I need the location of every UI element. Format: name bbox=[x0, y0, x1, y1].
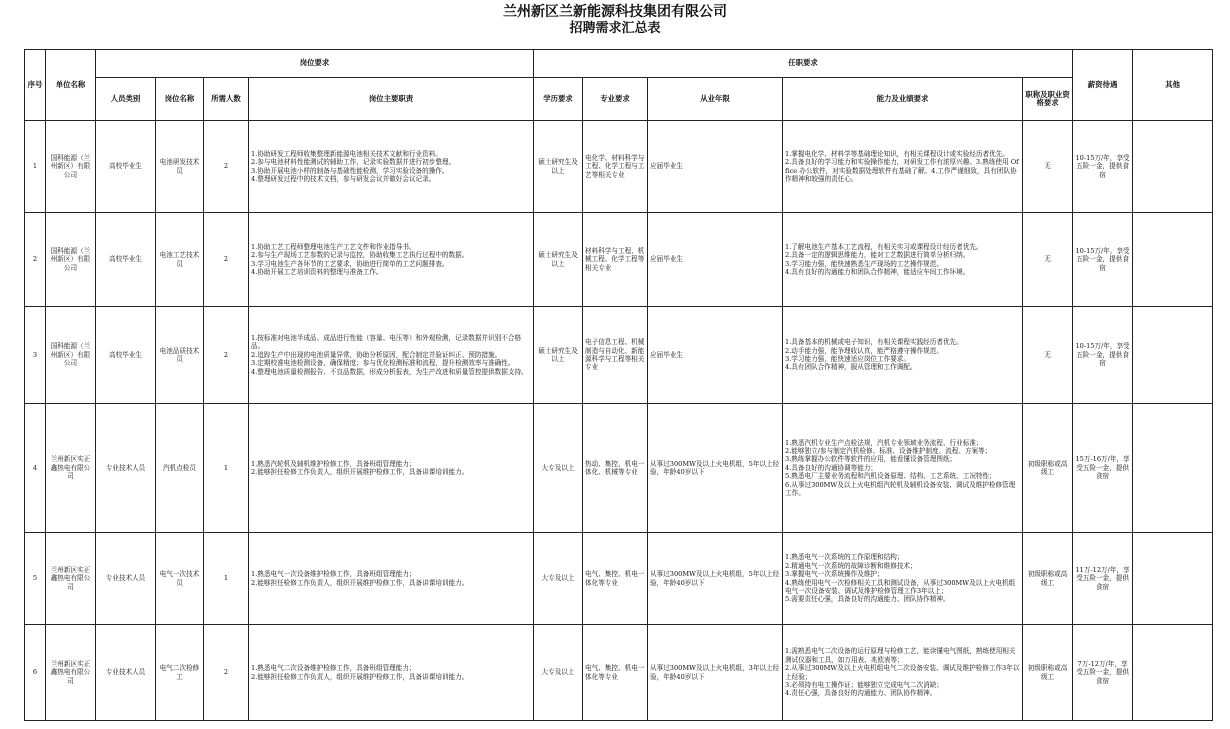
cell-category: 专业技术人员 bbox=[96, 625, 156, 721]
cell-position: 电池工艺技术员 bbox=[156, 213, 204, 307]
cell-category: 高校毕业生 bbox=[96, 307, 156, 404]
cell-line: 3.协助开展电池小样的制备与基础性能检测，学习实验设备的操作。 bbox=[251, 166, 449, 175]
header-seq: 序号 bbox=[25, 50, 46, 121]
cell-line: 2.能够独立/参与制定汽机检修、标准、设备维护制度、流程、方案等； bbox=[785, 446, 992, 455]
header-qualifications: 任职要求 bbox=[534, 50, 1073, 78]
cell-line: 3.学习能力强，能快速适应岗位工作要求。 bbox=[785, 355, 910, 363]
cell-major: 电化学、材料科学与工程、化学工程与工艺等相关专业 bbox=[583, 121, 648, 213]
header-title-cert: 职称及职业资格要求 bbox=[1023, 78, 1073, 121]
cell-line: 2.能够担任检修工作负责人，组织开展维护检修工作，具备讲课培训能力。 bbox=[251, 672, 469, 681]
cell-duties bbox=[249, 307, 534, 404]
cell-other bbox=[1133, 533, 1213, 625]
cell-line: 3.定期校准电池检测设备，确保精度；参与优化检测标准和流程，提升检测效率与准确性。 bbox=[251, 359, 515, 368]
cell-unit: 兰州新区实正鑫热电有限公司 bbox=[46, 404, 96, 533]
cell-line: 1.熟悉电气二次设备维护检修工作，具备班组管理能力； bbox=[251, 664, 416, 673]
cell-category: 高校毕业生 bbox=[96, 121, 156, 213]
cell-other bbox=[1133, 121, 1213, 213]
cell-salary: 11万-12万/年，享受五险一金，提供食宿 bbox=[1073, 533, 1133, 625]
cell-major: 热动、集控、机电一体化、机械等专业 bbox=[583, 404, 648, 533]
cell-salary: 10-15万/年，享受五险一金，提供食宿 bbox=[1073, 307, 1133, 404]
cell-line: 2.动手能力强，能争理收认真，能严格遵守操作规范。 bbox=[785, 346, 943, 355]
cell-line: 1.掌握电化学、材料学等基础理论知识，有相关课程设计或实验经历者优先。 bbox=[785, 149, 1009, 158]
cell-experience: 应届毕业生 bbox=[648, 307, 783, 404]
cell-experience: 从事过300MW及以上火电机组，5年以上经验，年龄40岁以下 bbox=[648, 533, 783, 625]
header-education: 学历要求 bbox=[534, 78, 583, 121]
header-unit: 单位名称 bbox=[46, 50, 96, 121]
cell-line: 4.协助开展工艺培训资料的整理与准备工作。 bbox=[251, 267, 383, 276]
cell-ability bbox=[783, 121, 1023, 213]
cell-major: 电气、集控、机电一体化等专业 bbox=[583, 533, 648, 625]
cell-duties bbox=[249, 533, 534, 625]
cell-line: 2.具备一定的逻辑思维能力，能对工艺数据进行简单分析归纳。 bbox=[785, 251, 970, 260]
cell-count: 1 bbox=[204, 404, 249, 533]
cell-count: 1 bbox=[204, 533, 249, 625]
cell-other bbox=[1133, 625, 1213, 721]
table-row bbox=[25, 625, 1213, 721]
cell-line: 1.协助研发工程师收集整理新能源电池相关技术文献和行业资料。 bbox=[251, 149, 442, 158]
cell-line: 1.按标准对电池半成品、成品进行性能（容量、电压等）和外观检测，记录数据并识别不合格品。 bbox=[251, 333, 522, 351]
cell-education: 硕士研究生及以上 bbox=[534, 213, 583, 307]
cell-unit: 国科能源（兰州新区）有限公司 bbox=[46, 307, 96, 404]
cell-other bbox=[1133, 404, 1213, 533]
cell-line: 2.精通电气一次系统的故障诊断和维修技术； bbox=[785, 561, 917, 570]
cell-title-cert: 无 bbox=[1023, 213, 1073, 307]
cell-seq: 4 bbox=[25, 404, 46, 533]
header-duties: 岗位主要职责 bbox=[249, 78, 534, 121]
cell-line: 3.学习电池生产各环节的工艺要求，协助进行简单的工艺问题排查。 bbox=[251, 259, 449, 268]
cell-other bbox=[1133, 213, 1213, 307]
cell-ability bbox=[783, 213, 1023, 307]
cell-line: 1.熟悉汽轮机及辅机维护检修工作，具备班组管理能力； bbox=[251, 459, 416, 468]
header-row-2 bbox=[25, 78, 1213, 121]
header-position: 岗位名称 bbox=[156, 78, 204, 121]
cell-count: 2 bbox=[204, 121, 249, 213]
cell-unit: 国科能源（兰州新区）有限公司 bbox=[46, 213, 96, 307]
cell-title-cert: 无 bbox=[1023, 121, 1073, 213]
cell-line: 4.整理电池质量检测报告、不良品数据，形成分析报表，为生产改进和质量管控提供数据支持。 bbox=[251, 367, 528, 376]
cell-education: 硕士研究生及以上 bbox=[534, 121, 583, 213]
cell-line: 5.需要责任心强，具备良好的沟通能力、团队协作精神。 bbox=[785, 595, 950, 604]
cell-education: 大专及以上 bbox=[534, 625, 583, 721]
cell-line: 2.从事过300MW及以上火电机组电气二次设备安装、调试及维护检修工作3年以上经验； bbox=[785, 664, 1020, 681]
cell-line: 1.熟悉电气一次系统的工作原理和结构； bbox=[785, 553, 904, 562]
company-title: 兰州新区兰新能源科技集团有限公司 bbox=[503, 4, 727, 20]
cell-line: 3.学习能力强，能快速熟悉生产现场的工艺操作规范。 bbox=[785, 259, 943, 268]
cell-line: 4.具备良好的沟通协调等能力； bbox=[785, 463, 878, 472]
cell-major: 材料科学与工程、机械工程、化学工程等相关专业 bbox=[583, 213, 648, 307]
cell-education: 大专及以上 bbox=[534, 404, 583, 533]
cell-duties bbox=[249, 121, 534, 213]
cell-line: 2.具备良好的学习能力和实验操作能力，对研发工作有浓厚兴趣。3.熟练使用 Office 办公软件，对实验数据处理软件有基础了解。4.工作严谨细致，具有团队协作精神和较强的责任心。 bbox=[785, 158, 1019, 183]
cell-education: 大专及以上 bbox=[534, 533, 583, 625]
cell-line: 4.责任心强，具备良好的沟通能力、团队协作精神。 bbox=[785, 689, 937, 698]
header-ability: 能力及业绩要求 bbox=[783, 78, 1023, 121]
cell-line: 1.协助工艺工程师整理电池生产工艺文件和作业指导书。 bbox=[251, 242, 416, 251]
cell-line: 1.具备基本的机械或电子知识，有相关课程实践经历者优先。 bbox=[785, 338, 963, 347]
cell-line: 5.熟悉电厂主要业务流程和汽机设备原理、结构、工艺系统、工况特性； bbox=[785, 472, 996, 481]
cell-line: 2.能够担任检修工作负责人，组织开展维护检修工作，具备讲课培训能力。 bbox=[251, 578, 469, 587]
cell-title-cert: 初级职称或高级工 bbox=[1023, 533, 1073, 625]
header-salary: 薪资待遇 bbox=[1073, 50, 1133, 121]
table-row bbox=[25, 213, 1213, 307]
cell-ability bbox=[783, 404, 1023, 533]
cell-seq: 1 bbox=[25, 121, 46, 213]
cell-unit: 兰州新区实正鑫热电有限公司 bbox=[46, 625, 96, 721]
cell-category: 专业技术人员 bbox=[96, 533, 156, 625]
cell-line: 4.具有团队合作精神，服从管理和工作调配。 bbox=[785, 363, 917, 372]
cell-line: 2.参与生产现场工艺参数的记录与监控，协助收集工艺执行过程中的数据。 bbox=[251, 251, 469, 260]
cell-count: 2 bbox=[204, 213, 249, 307]
cell-position: 电池品质技术员 bbox=[156, 307, 204, 404]
cell-salary: 10-15万/年，享受五险一金，提供食宿 bbox=[1073, 213, 1133, 307]
cell-count: 2 bbox=[204, 307, 249, 404]
header-category: 人员类别 bbox=[96, 78, 156, 121]
cell-unit: 兰州新区实正鑫热电有限公司 bbox=[46, 533, 96, 625]
cell-unit: 国科能源（兰州新区）有限公司 bbox=[46, 121, 96, 213]
cell-ability bbox=[783, 307, 1023, 404]
cell-category: 高校毕业生 bbox=[96, 213, 156, 307]
cell-line: 3.掌握电气一次系统操作及维护； bbox=[785, 570, 884, 579]
cell-seq: 2 bbox=[25, 213, 46, 307]
cell-line: 4.具有良好的沟通能力和团队合作精神，能适应车间工作环境。 bbox=[785, 267, 970, 276]
cell-position: 电池研发技术员 bbox=[156, 121, 204, 213]
cell-title-cert: 无 bbox=[1023, 307, 1073, 404]
header-count: 所需人数 bbox=[204, 78, 249, 121]
cell-line: 2.追踪生产中出现的电池质量异常，协助分析原因，配合制定并验证纠正、预防措施。 bbox=[251, 350, 502, 359]
document-title-block bbox=[0, 4, 1230, 37]
header-major: 专业要求 bbox=[583, 78, 648, 121]
cell-line: 3.必须持有电工操作证；能够独立完成电气二次消缺； bbox=[785, 680, 943, 689]
cell-line: 1.熟悉电气一次设备维护检修工作，具备班组管理能力； bbox=[251, 570, 416, 579]
cell-line: 2.参与电池材料性能测试的辅助工作，记录实验数据并进行初步整理。 bbox=[251, 158, 456, 167]
cell-line: 1.需熟悉电气二次设备的运行原理与检修工艺，能读懂电气图纸，熟练使用相关测试仪器和工具，如万用表、兆欧表等； bbox=[785, 647, 1016, 664]
cell-experience: 应届毕业生 bbox=[648, 121, 783, 213]
cell-ability bbox=[783, 625, 1023, 721]
header-other: 其他 bbox=[1133, 50, 1213, 121]
cell-duties bbox=[249, 625, 534, 721]
cell-position: 汽机点检员 bbox=[156, 404, 204, 533]
cell-duties bbox=[249, 213, 534, 307]
cell-salary: 7万-12万/年，享受五险一金，提供食宿 bbox=[1073, 625, 1133, 721]
cell-line: 2.能够担任检修工作负责人，组织开展维护检修工作，具备讲课培训能力。 bbox=[251, 468, 469, 476]
header-job-requirements: 岗位要求 bbox=[96, 50, 534, 78]
header-row-1 bbox=[25, 50, 1213, 78]
cell-count: 2 bbox=[204, 625, 249, 721]
cell-duties bbox=[249, 404, 534, 533]
cell-seq: 5 bbox=[25, 533, 46, 625]
table-row bbox=[25, 533, 1213, 625]
cell-line: 6.从事过300MW及以上火电机组汽轮机及辅机设备安装、调试及维护检修管理工作。 bbox=[785, 480, 1016, 498]
cell-line: 4.整理研发过程中的技术文档，参与研发会议并做好会议记录。 bbox=[251, 174, 436, 183]
cell-position: 电气一次技术员 bbox=[156, 533, 204, 625]
cell-experience: 从事过300MW及以上火电机组，5年以上经验，年龄40岁以下 bbox=[648, 404, 783, 533]
cell-experience: 从事过300MW及以上火电机组，3年以上经验，年龄40岁以下 bbox=[648, 625, 783, 721]
table-body bbox=[25, 121, 1213, 721]
cell-line: 4.熟练使用电气一次检修相关工具和测试设备，从事过300MW及以上火电机组电气一次设备安装、调试及维护检修管理工作3年以上； bbox=[785, 578, 1016, 595]
cell-experience: 应届毕业生 bbox=[648, 213, 783, 307]
cell-major: 电子信息工程、机械制造与自动化、新能源科学与工程等相关专业 bbox=[583, 307, 648, 404]
cell-line: 1.熟悉汽机专业生产点检法规，汽机专业领域业务流程、行业标准； bbox=[785, 438, 983, 447]
table-row bbox=[25, 121, 1213, 213]
cell-title-cert: 初级职称或高级工 bbox=[1023, 404, 1073, 533]
recruitment-table bbox=[24, 49, 1213, 721]
cell-other bbox=[1133, 307, 1213, 404]
cell-category: 专业技术人员 bbox=[96, 404, 156, 533]
header-experience: 从业年限 bbox=[648, 78, 783, 121]
cell-position: 电气二次检修工 bbox=[156, 625, 204, 721]
cell-salary: 10-15万/年，享受五险一金，提供食宿 bbox=[1073, 121, 1133, 213]
table-row bbox=[25, 307, 1213, 404]
cell-education: 硕士研究生及以上 bbox=[534, 307, 583, 404]
table-row bbox=[25, 404, 1213, 533]
cell-major: 电气、集控、机电一体化等专业 bbox=[583, 625, 648, 721]
cell-line: 3.熟练掌握办公软件等软件的应用，能看懂设备管理图纸； bbox=[785, 455, 957, 464]
cell-seq: 6 bbox=[25, 625, 46, 721]
cell-salary: 15万-16万/年，享受五险一金，提供食宿 bbox=[1073, 404, 1133, 533]
table-subtitle: 招聘需求汇总表 bbox=[569, 21, 661, 36]
cell-title-cert: 初级职称或高级工 bbox=[1023, 625, 1073, 721]
cell-seq: 3 bbox=[25, 307, 46, 404]
cell-ability bbox=[783, 533, 1023, 625]
cell-line: 1.了解电池生产基本工艺流程，有相关实习或课程设计经历者优先。 bbox=[785, 242, 983, 251]
